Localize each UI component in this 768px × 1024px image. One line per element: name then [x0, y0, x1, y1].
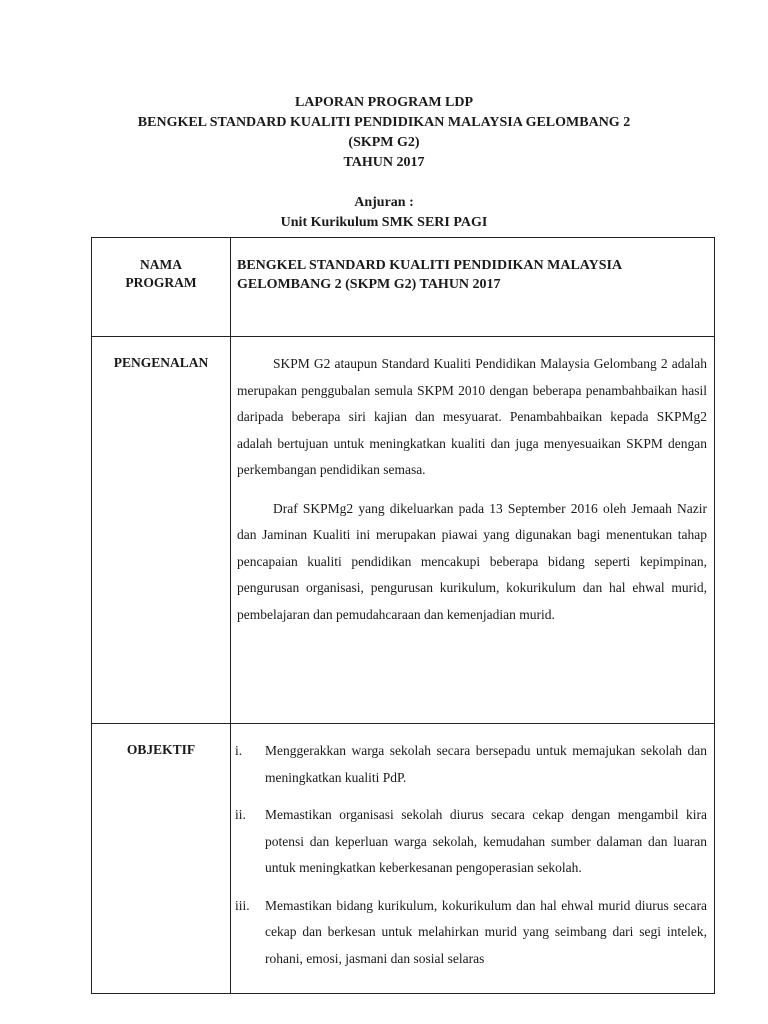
- objective-number: i.: [235, 743, 243, 758]
- objective-text: Menggerakkan warga sekolah secara bersepadu untuk memajukan sekolah dan meningkatkan kualiti PdP.: [265, 743, 707, 785]
- table-row-pengenalan: [92, 337, 715, 724]
- objective-item: [235, 893, 707, 973]
- nama-label-line2: PROGRAM: [125, 275, 197, 290]
- workshop-title: BENGKEL STANDARD KUALITI PENDIDIKAN MALAYSIA GELOMBANG 2: [137, 115, 631, 130]
- workshop-code: (SKPM G2): [348, 135, 420, 150]
- report-table: [91, 237, 715, 994]
- objective-item: [235, 802, 707, 882]
- header-spacer: [0, 173, 768, 193]
- objective-text: Memastikan organisasi sekolah diurus secara cekap dengan mengambil kira potensi dan keperluan warga sekolah, kemudahan sumber dalaman dan luaran untuk meningkatkan keberkesanan pengoperasian sekolah.: [265, 807, 707, 875]
- objective-item: [235, 738, 707, 791]
- pengenalan-paragraph-1: SKPM G2 ataupun Standard Kualiti Pendidikan Malaysia Gelombang 2 adalah merupakan penggubalan semula SKPM 2010 dengan beberapa penambahbaikan hasil daripada beberapa siri kajian dan mesyuarat. Penambahbaikan kepada SKPMg2 adalah bertujuan untuk meningkatkan kualiti dan juga menyesuaikan SKPM dengan perkembangan pendidikan semasa.: [237, 356, 707, 477]
- objective-number: ii.: [235, 807, 246, 822]
- table-row-objektif: [92, 724, 715, 994]
- report-title: LAPORAN PROGRAM LDP: [294, 95, 474, 110]
- nama-program-label: [92, 238, 231, 337]
- pengenalan-paragraph-2: Draf SKPMg2 yang dikeluarkan pada 13 September 2016 oleh Jemaah Nazir dan Jaminan Kualiti ini merupakan piawai yang digunakan bagi menentukan tahap pencapaian kualiti pendidikan mencakupi beberapa bidang seperti kepimpinan, pengurusan organisasi, pengurusan kurikulum, kokurikulum dan hal ehwal murid, pembelajaran dan pemudahcaraan dan kemenjadian murid.: [237, 500, 707, 622]
- objektif-content: [231, 724, 715, 994]
- document-header: [0, 93, 768, 233]
- table-row-nama-program: [92, 238, 715, 337]
- nama-program-value: BENGKEL STANDARD KUALITI PENDIDIKAN MALAYSIA GELOMBANG 2 (SKPM G2) TAHUN 2017: [231, 238, 715, 337]
- pengenalan-label: PENGENALAN: [92, 337, 231, 724]
- objective-number: iii.: [235, 897, 250, 913]
- report-year: TAHUN 2017: [343, 155, 425, 170]
- pengenalan-content: [231, 337, 715, 724]
- organizer-label: Anjuran :: [354, 195, 414, 210]
- organizer-name: Unit Kurikulum SMK SERI PAGI: [280, 215, 488, 230]
- objective-text: Memastikan bidang kurikulum, kokurikulum dan hal ehwal murid diurus secara cekap dan berkesan untuk melahirkan murid yang seimbang dari segi intelek, rohani, emosi, jasmani dan sosial selaras: [265, 897, 707, 966]
- nama-label-line1: NAMA: [140, 257, 182, 272]
- objektif-label: OBJEKTIF: [92, 724, 231, 994]
